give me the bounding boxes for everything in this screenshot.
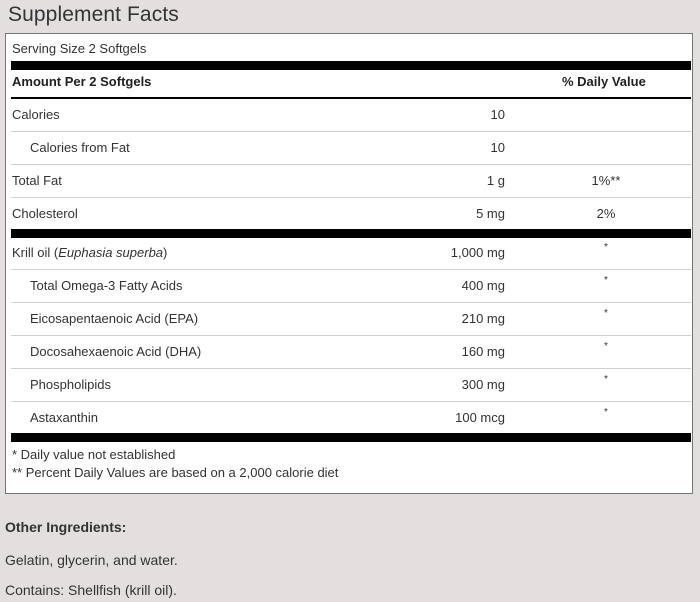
thick-divider (11, 433, 691, 442)
ingredient-row (6, 402, 692, 434)
daily-value-header: % Daily Value (562, 74, 646, 89)
ingredient-amount: 210 mg (461, 311, 505, 326)
ingredient-amount: 100 mcg (455, 410, 505, 425)
nutrient-row (6, 132, 692, 164)
ingredient-daily-value: * (604, 308, 608, 319)
nutrient-row (6, 165, 692, 197)
supplement-facts-title: Supplement Facts (8, 3, 179, 26)
nutrient-name: Calories from Fat (30, 140, 130, 155)
ingredient-name: Phospholipids (30, 377, 111, 392)
ingredient-name: Astaxanthin (30, 410, 98, 425)
ingredient-row (6, 303, 692, 335)
ingredient-amount: 1,000 mg (450, 245, 505, 260)
serving-size: Serving Size 2 Softgels (12, 41, 147, 56)
nutrient-name: Cholesterol (12, 206, 78, 221)
allergen-contains: Contains: Shellfish (krill oil). (5, 582, 177, 598)
ingredient-name: Krill oil (Euphasia superba) (12, 245, 168, 260)
ingredient-amount: 160 mg (461, 344, 505, 359)
ingredient-name: Eicosapentaenoic Acid (EPA) (30, 311, 199, 326)
ingredient-daily-value: * (604, 374, 608, 385)
footnote-percent-daily: ** Percent Daily Values are based on a 2,000 calorie diet (12, 465, 339, 480)
ingredient-amount: 300 mg (461, 377, 505, 392)
nutrient-amount: 10 (490, 107, 505, 122)
thick-divider (11, 61, 691, 70)
ingredient-daily-value: * (604, 275, 608, 286)
ingredient-row (6, 237, 692, 269)
ingredient-daily-value: * (604, 242, 608, 253)
ingredient-name: Docosahexaenoic Acid (DHA) (30, 344, 202, 359)
nutrient-amount: 10 (490, 140, 505, 155)
ingredient-daily-value: * (604, 407, 608, 418)
nutrient-name: Calories (12, 107, 60, 122)
ingredient-row (6, 270, 692, 302)
other-ingredients-text: Gelatin, glycerin, and water. (5, 552, 178, 568)
ingredient-row (6, 369, 692, 401)
ingredient-name: Total Omega-3 Fatty Acids (30, 278, 183, 293)
ingredient-row (6, 336, 692, 368)
nutrient-daily-value: 2% (596, 206, 616, 221)
footnote-daily-value: * Daily value not established (12, 447, 176, 462)
other-ingredients-heading: Other Ingredients: (5, 519, 127, 535)
amount-per-header: Amount Per 2 Softgels (12, 74, 152, 89)
ingredient-amount: 400 mg (461, 278, 505, 293)
nutrient-row (6, 198, 692, 230)
nutrient-row (6, 99, 692, 131)
supplement-facts-panel (5, 33, 693, 494)
nutrient-daily-value: 1%** (591, 173, 621, 188)
nutrient-amount: 1 g (486, 173, 505, 188)
nutrient-amount: 5 mg (476, 206, 505, 221)
nutrient-name: Total Fat (12, 173, 62, 188)
ingredient-daily-value: * (604, 341, 608, 352)
